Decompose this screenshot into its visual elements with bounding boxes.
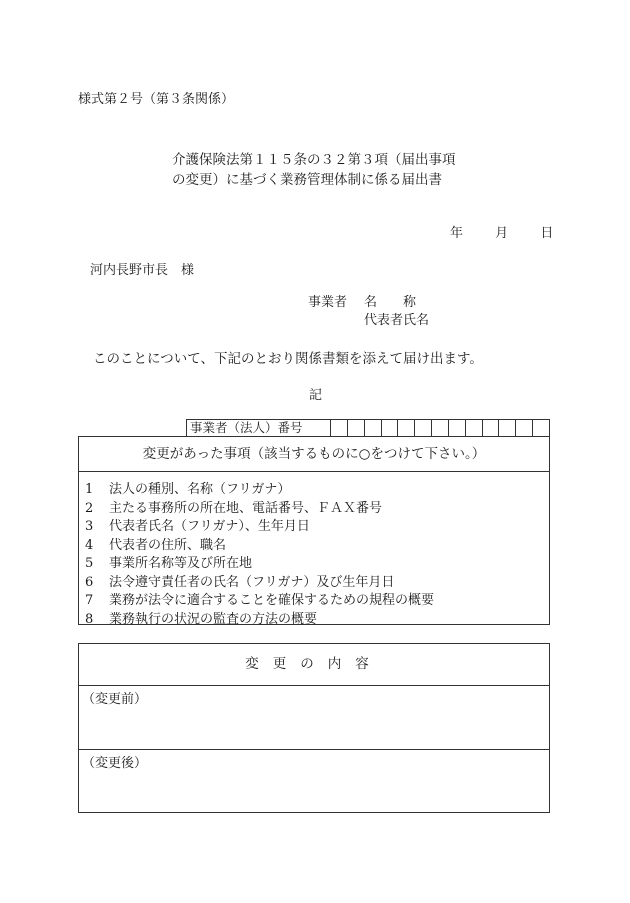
business-number-cell[interactable] [483, 420, 500, 436]
change-item[interactable] [85, 497, 549, 516]
change-item-text: 事業所名称等及び所在地 [109, 556, 253, 571]
change-item-number: 4 [85, 537, 94, 553]
business-number-cell[interactable] [415, 420, 432, 436]
change-item-text: 業務執行の状況の監査の方法の概要 [109, 611, 318, 627]
business-number-cell[interactable] [382, 420, 399, 436]
change-item-text: 業務が法令に適合することを確保するための規程の概要 [109, 593, 435, 608]
document-title-line-1: 介護保険法第１１５条の３２第３項（届出事項 [172, 152, 456, 168]
business-number-row [186, 419, 550, 437]
applicant-block [308, 294, 442, 330]
change-item[interactable] [85, 552, 549, 571]
change-item-number: 1 [85, 482, 94, 497]
date-day-label: 日 [540, 226, 554, 241]
changes-box [78, 436, 550, 625]
business-number-cell[interactable] [516, 420, 533, 436]
business-number-cell[interactable] [533, 420, 549, 436]
business-number-cell[interactable] [365, 420, 382, 436]
after-change-label: （変更後） [82, 756, 148, 771]
business-number-cell[interactable] [348, 420, 365, 436]
business-number-cell[interactable] [449, 420, 466, 436]
document-title [172, 150, 456, 190]
changes-heading: 変更があった事項（該当するものに○をつけて下さい。） [79, 437, 549, 472]
business-number-label: 事業者（法人）番号 [187, 420, 331, 436]
change-item-text: 法令遵守責任者の氏名（フリガナ）及び生年月日 [109, 574, 395, 590]
before-change-field[interactable] [79, 686, 549, 750]
change-item-text: 法人の種別、名称（フリガナ） [109, 482, 291, 497]
intro-text: このことについて、下記のとおり関係書類を添えて届け出ます。 [93, 351, 483, 367]
business-number-cell[interactable] [499, 420, 516, 436]
change-item-number: 5 [85, 556, 94, 571]
before-change-label: （変更前） [82, 692, 148, 707]
date-year-label: 年 [450, 226, 464, 241]
form-number: 様式第２号（第３条関係） [78, 92, 235, 107]
change-item[interactable] [85, 589, 549, 608]
applicant-name-label: 名称 [364, 295, 443, 310]
business-number-cell[interactable] [466, 420, 483, 436]
change-item-number: 7 [85, 593, 94, 608]
contents-box [78, 643, 550, 813]
change-item-text: 代表者氏名（フリガナ）、生年月日 [109, 519, 310, 534]
change-item[interactable] [85, 515, 549, 534]
representative-label: 代表者氏名 [364, 313, 430, 328]
business-number-cell[interactable] [398, 420, 415, 436]
applicant-name-row [308, 294, 442, 312]
change-item-number: 8 [85, 611, 94, 627]
changes-list [79, 472, 549, 626]
contents-heading: 変更の内容 [79, 644, 549, 686]
change-item-text: 代表者の住所、職名 [109, 537, 227, 553]
change-item[interactable] [85, 571, 549, 590]
addressee: 河内長野市長 様 [90, 263, 195, 278]
business-number-cell[interactable] [432, 420, 449, 436]
change-item[interactable] [85, 608, 549, 627]
after-change-field[interactable] [79, 750, 549, 814]
change-item-number: 3 [85, 519, 94, 534]
change-item-number: 2 [85, 500, 94, 516]
change-item-text: 主たる事務所の所在地、電話番号、ＦＡＸ番号 [109, 500, 383, 516]
date-month-label: 月 [495, 226, 509, 241]
change-item[interactable] [85, 478, 549, 497]
business-number-cell[interactable] [331, 420, 348, 436]
change-item[interactable] [85, 534, 549, 553]
ki-heading: 記 [309, 388, 323, 403]
date-row [450, 222, 553, 241]
applicant-label: 事業者 [308, 295, 348, 310]
document-title-line-2: の変更）に基づく業務管理体制に係る届出書 [172, 172, 442, 188]
change-item-number: 6 [85, 574, 94, 590]
representative-row [308, 312, 442, 330]
